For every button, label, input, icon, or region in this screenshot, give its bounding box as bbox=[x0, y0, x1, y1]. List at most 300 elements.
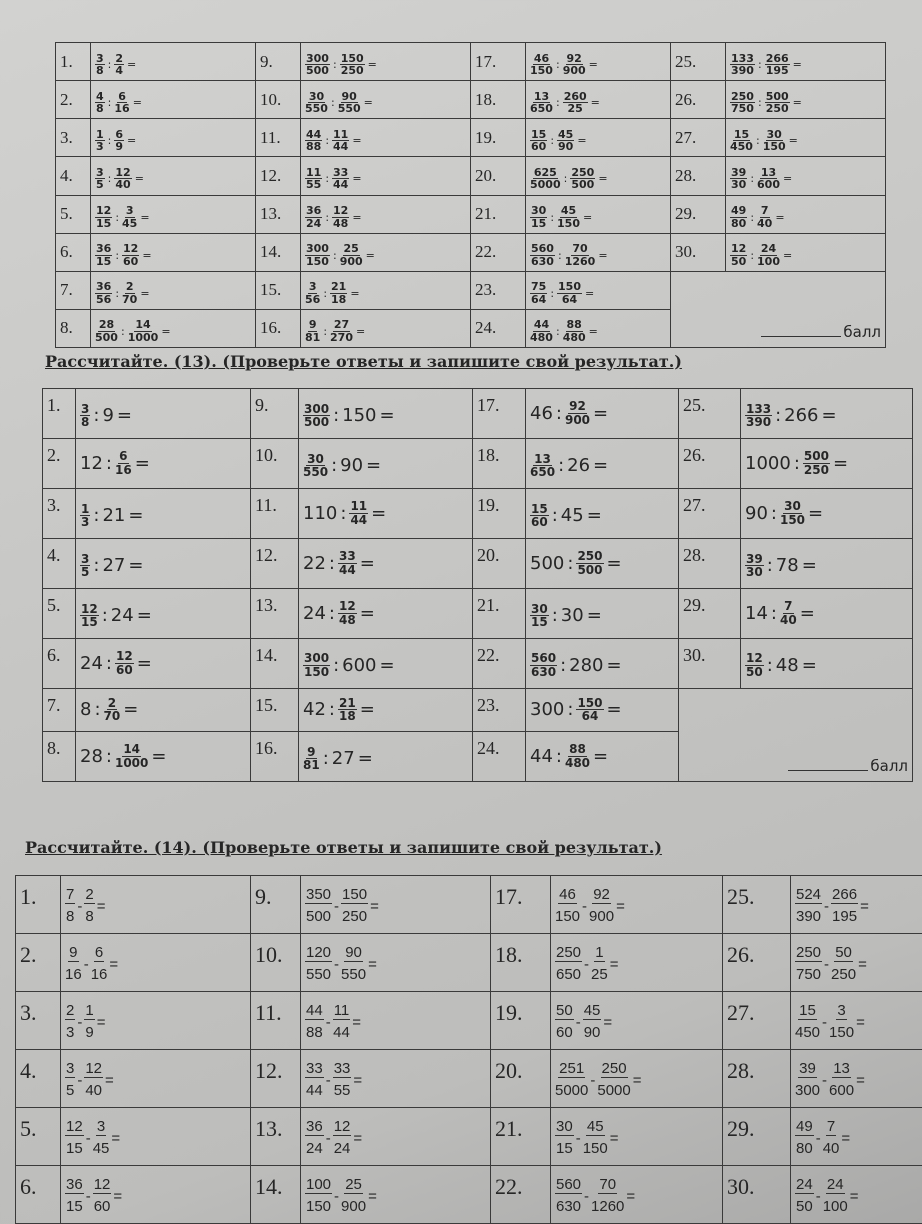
numerator: 133 bbox=[746, 401, 772, 416]
fraction bbox=[95, 319, 118, 343]
fraction bbox=[95, 205, 112, 229]
numerator: 250 bbox=[796, 944, 822, 962]
expression bbox=[795, 1119, 850, 1157]
operator: - bbox=[575, 1013, 581, 1031]
denominator: 15 bbox=[66, 1140, 83, 1157]
numerator: 7 bbox=[760, 204, 769, 218]
problem-number: 19. bbox=[471, 119, 526, 157]
fraction bbox=[823, 1177, 848, 1215]
problem-expression bbox=[526, 488, 679, 538]
denominator: 8 bbox=[96, 64, 104, 78]
problem-expression bbox=[551, 1108, 723, 1166]
expression bbox=[745, 500, 823, 526]
problem-number: 11. bbox=[256, 119, 301, 157]
problem-expression bbox=[299, 538, 473, 588]
numerator: 49 bbox=[796, 1118, 813, 1136]
denominator: 50 bbox=[796, 1198, 813, 1215]
fraction bbox=[557, 205, 580, 229]
problem-number: 18. bbox=[491, 934, 551, 992]
operator: - bbox=[584, 1187, 590, 1205]
operator: : bbox=[322, 748, 329, 770]
denominator: 8 bbox=[96, 102, 104, 116]
numerator: 88 bbox=[569, 742, 586, 757]
equals-sign: = bbox=[111, 1129, 121, 1147]
denominator: 250 bbox=[765, 102, 789, 116]
equals-sign: = bbox=[609, 955, 619, 973]
fraction bbox=[333, 1003, 351, 1041]
numerator: 36 bbox=[306, 1118, 323, 1136]
expression bbox=[795, 1177, 858, 1215]
expression bbox=[530, 550, 622, 576]
numerator: 25 bbox=[343, 242, 359, 256]
expression bbox=[745, 600, 815, 626]
equals-sign: = bbox=[606, 655, 622, 677]
numerator: 15 bbox=[531, 501, 548, 516]
denominator: 900 bbox=[562, 64, 586, 78]
table-row bbox=[43, 389, 913, 439]
operator: : bbox=[325, 210, 330, 224]
operator: : bbox=[793, 452, 800, 474]
denominator: 24 bbox=[306, 1140, 323, 1157]
operator: : bbox=[120, 324, 125, 338]
problem-expression bbox=[301, 43, 471, 81]
expression bbox=[95, 243, 152, 267]
denominator: 70 bbox=[103, 709, 121, 724]
numerator: 30 bbox=[307, 451, 324, 466]
fraction bbox=[91, 945, 108, 983]
operator: : bbox=[550, 134, 555, 148]
operator: : bbox=[333, 405, 340, 427]
integer: 78 bbox=[775, 555, 799, 577]
operator: : bbox=[750, 210, 755, 224]
integer: 266 bbox=[784, 405, 819, 427]
equals-sign: = bbox=[775, 210, 785, 224]
fraction bbox=[530, 319, 553, 343]
numerator: 36 bbox=[96, 280, 112, 294]
fraction bbox=[93, 1119, 110, 1157]
problem-expression bbox=[301, 233, 471, 271]
fraction bbox=[823, 1119, 840, 1157]
equals-sign: = bbox=[370, 897, 379, 915]
problem-expression bbox=[526, 43, 671, 81]
numerator: 3 bbox=[308, 280, 317, 294]
denominator: 150 bbox=[829, 1024, 855, 1041]
fraction bbox=[555, 1119, 574, 1157]
problem-expression bbox=[741, 588, 913, 638]
equals-sign: = bbox=[161, 324, 171, 338]
numerator: 75 bbox=[531, 280, 547, 294]
problem-expression bbox=[91, 119, 256, 157]
fraction bbox=[303, 652, 330, 678]
numerator: 12 bbox=[123, 242, 139, 256]
numerator: 500 bbox=[765, 89, 789, 103]
numerator: 12 bbox=[333, 204, 349, 218]
operator: : bbox=[757, 96, 762, 110]
expression bbox=[303, 652, 395, 678]
numerator: 70 bbox=[572, 242, 588, 256]
integer: 44 bbox=[530, 745, 553, 767]
expression bbox=[730, 129, 798, 153]
operator: : bbox=[328, 602, 335, 624]
fraction bbox=[555, 945, 582, 983]
denominator: 900 bbox=[589, 908, 615, 925]
fraction bbox=[122, 281, 137, 305]
equals-sign: = bbox=[96, 897, 106, 915]
denominator: 450 bbox=[730, 140, 753, 154]
integer: 280 bbox=[569, 655, 604, 677]
operator: : bbox=[107, 58, 112, 72]
expression bbox=[795, 1061, 865, 1099]
denominator: 630 bbox=[556, 1198, 582, 1215]
problem-expression bbox=[301, 1166, 491, 1224]
numerator: 300 bbox=[304, 651, 330, 666]
equals-sign: = bbox=[352, 172, 362, 186]
numerator: 49 bbox=[731, 204, 747, 218]
expression bbox=[730, 53, 802, 77]
problem-expression bbox=[741, 438, 913, 488]
numerator: 33 bbox=[338, 549, 356, 564]
expression bbox=[555, 1119, 618, 1157]
expression bbox=[530, 243, 608, 267]
operator: - bbox=[824, 955, 830, 973]
denominator: 16 bbox=[90, 966, 108, 983]
numerator: 12 bbox=[81, 601, 98, 616]
problem-expression bbox=[526, 81, 671, 119]
numerator: 500 bbox=[803, 449, 829, 464]
numerator: 12 bbox=[66, 1118, 83, 1136]
problem-expression bbox=[299, 731, 473, 781]
operator: : bbox=[94, 699, 101, 721]
problem-number: 29. bbox=[679, 588, 741, 638]
heading-exercise-14: Рассчитайте. (14). (Проверьте ответы и запишите свой результат.) bbox=[25, 838, 662, 857]
exercise-table-14 bbox=[15, 875, 922, 1224]
operator: - bbox=[590, 1071, 596, 1089]
problem-number: 1. bbox=[16, 876, 61, 934]
denominator: 150 bbox=[306, 1198, 332, 1215]
equals-sign: = bbox=[609, 1129, 619, 1147]
numerator: 3 bbox=[66, 1060, 75, 1078]
denominator: 90 bbox=[558, 140, 574, 154]
problem-expression bbox=[526, 195, 671, 233]
problem-expression bbox=[791, 1108, 922, 1166]
problem-expression bbox=[76, 488, 251, 538]
equals-sign: = bbox=[821, 405, 837, 427]
expression bbox=[530, 129, 587, 153]
denominator: 40 bbox=[822, 1140, 840, 1157]
integer: 27 bbox=[331, 748, 355, 770]
numerator: 46 bbox=[559, 886, 576, 904]
problem-number: 22. bbox=[491, 1166, 551, 1224]
numerator: 45 bbox=[586, 1118, 604, 1136]
denominator: 24 bbox=[333, 1140, 351, 1157]
equals-sign: = bbox=[109, 955, 119, 973]
table-row bbox=[43, 638, 913, 688]
problem-number: 27. bbox=[723, 992, 791, 1050]
fraction bbox=[95, 129, 105, 153]
equals-sign: = bbox=[832, 452, 849, 474]
operator: : bbox=[107, 134, 112, 148]
fraction bbox=[765, 91, 790, 115]
denominator: 80 bbox=[731, 216, 747, 230]
equals-sign: = bbox=[606, 552, 622, 574]
problem-expression bbox=[551, 934, 723, 992]
problem-number: 6. bbox=[16, 1166, 61, 1224]
operator: : bbox=[563, 172, 568, 186]
operator: : bbox=[93, 555, 100, 577]
fraction bbox=[305, 1061, 324, 1099]
denominator: 650 bbox=[530, 102, 553, 116]
denominator: 50 bbox=[746, 665, 763, 680]
expression bbox=[303, 550, 375, 576]
equals-sign: = bbox=[593, 455, 609, 477]
table-row bbox=[16, 1166, 922, 1224]
equals-sign: = bbox=[792, 58, 802, 72]
numerator: 33 bbox=[333, 165, 349, 179]
fraction bbox=[338, 600, 357, 626]
expression bbox=[530, 91, 600, 115]
denominator: 5000 bbox=[555, 1082, 589, 1099]
integer: 90 bbox=[340, 455, 364, 477]
expression bbox=[305, 129, 362, 153]
denominator: 390 bbox=[746, 415, 772, 430]
denominator: 100 bbox=[822, 1198, 848, 1215]
problem-number: 20. bbox=[491, 1050, 551, 1108]
fraction bbox=[341, 945, 366, 983]
problem-number: 17. bbox=[491, 876, 551, 934]
equals-sign: = bbox=[140, 286, 150, 300]
problem-expression bbox=[76, 731, 251, 781]
denominator: 650 bbox=[530, 465, 556, 480]
equals-sign: = bbox=[593, 402, 609, 424]
numerator: 12 bbox=[93, 1176, 111, 1194]
exercise-table-12 bbox=[55, 42, 885, 348]
operator: : bbox=[567, 552, 574, 574]
fraction bbox=[591, 945, 608, 983]
operator: : bbox=[105, 745, 112, 767]
table-row bbox=[56, 43, 886, 81]
denominator: 60 bbox=[93, 1198, 111, 1215]
operator: : bbox=[755, 134, 760, 148]
problem-expression bbox=[301, 81, 471, 119]
operator: : bbox=[105, 452, 112, 474]
numerator: 250 bbox=[731, 89, 754, 103]
operator: : bbox=[115, 248, 120, 262]
numerator: 50 bbox=[835, 944, 852, 962]
expression bbox=[745, 403, 837, 429]
numerator: 3 bbox=[837, 1002, 846, 1020]
fraction bbox=[115, 650, 134, 676]
problem-expression bbox=[526, 731, 679, 781]
integer: 48 bbox=[775, 655, 799, 677]
equals-sign: = bbox=[626, 1187, 636, 1205]
operator: : bbox=[323, 324, 328, 338]
problem-expression bbox=[551, 1166, 723, 1224]
denominator: 60 bbox=[556, 1024, 573, 1041]
table-row bbox=[43, 488, 913, 538]
numerator: 4 bbox=[96, 89, 104, 103]
equals-sign: = bbox=[849, 1187, 859, 1205]
operator: : bbox=[757, 58, 762, 72]
denominator: 1000 bbox=[127, 330, 159, 344]
problem-number: 26. bbox=[671, 81, 726, 119]
fraction bbox=[104, 697, 121, 723]
denominator: 270 bbox=[330, 330, 353, 344]
problem-expression bbox=[526, 389, 679, 439]
denominator: 80 bbox=[796, 1140, 813, 1157]
expression bbox=[65, 945, 118, 983]
problem-expression bbox=[726, 157, 886, 195]
fraction bbox=[95, 281, 112, 305]
expression bbox=[305, 53, 377, 77]
fraction bbox=[780, 600, 797, 626]
numerator: 12 bbox=[96, 204, 112, 218]
table-row bbox=[56, 81, 886, 119]
problem-expression bbox=[76, 688, 251, 731]
expression bbox=[730, 91, 802, 115]
expression bbox=[555, 945, 618, 983]
numerator: 15 bbox=[799, 1002, 816, 1020]
problem-number: 5. bbox=[43, 588, 76, 638]
denominator: 550 bbox=[337, 102, 361, 116]
problem-number: 20. bbox=[473, 538, 526, 588]
equals-sign: = bbox=[136, 652, 152, 674]
integer: 24 bbox=[80, 652, 103, 674]
denominator: 44 bbox=[306, 1082, 323, 1099]
fraction bbox=[341, 887, 368, 925]
expression bbox=[795, 887, 869, 925]
equals-sign: = bbox=[783, 172, 793, 186]
fraction bbox=[114, 129, 124, 153]
numerator: 11 bbox=[350, 499, 368, 514]
operator: : bbox=[770, 602, 777, 624]
numerator: 30 bbox=[556, 1118, 573, 1136]
expression bbox=[305, 319, 365, 343]
numerator: 266 bbox=[765, 51, 789, 65]
problem-number: 25. bbox=[723, 876, 791, 934]
denominator: 56 bbox=[305, 292, 321, 306]
denominator: 60 bbox=[115, 662, 133, 677]
fraction bbox=[93, 1177, 112, 1215]
denominator: 64 bbox=[531, 292, 547, 306]
numerator: 45 bbox=[558, 127, 574, 141]
numerator: 39 bbox=[799, 1060, 816, 1078]
problem-number: 13. bbox=[251, 1108, 301, 1166]
denominator: 64 bbox=[561, 292, 578, 306]
numerator: 150 bbox=[577, 695, 603, 710]
denominator: 60 bbox=[531, 140, 547, 154]
numerator: 2 bbox=[115, 51, 124, 65]
operator: : bbox=[775, 405, 782, 427]
denominator: 500 bbox=[304, 415, 330, 430]
operator: : bbox=[107, 96, 112, 110]
numerator: 15 bbox=[531, 127, 547, 141]
table-row bbox=[16, 934, 922, 992]
problem-number: 23. bbox=[473, 688, 526, 731]
equals-sign: = bbox=[359, 699, 375, 721]
expression bbox=[530, 205, 592, 229]
denominator: 3 bbox=[96, 140, 104, 154]
operator: : bbox=[551, 505, 558, 527]
equals-sign: = bbox=[128, 505, 144, 527]
operator: - bbox=[334, 955, 340, 973]
problem-expression bbox=[299, 688, 473, 731]
numerator: 260 bbox=[563, 89, 587, 103]
operator: - bbox=[334, 1187, 340, 1205]
operator: : bbox=[325, 172, 330, 186]
fraction bbox=[305, 91, 328, 115]
problem-expression bbox=[301, 271, 471, 309]
fraction bbox=[303, 453, 328, 479]
numerator: 250 bbox=[571, 165, 595, 179]
equals-sign: = bbox=[379, 655, 395, 677]
equals-sign: = bbox=[127, 58, 137, 72]
numerator: 3 bbox=[81, 551, 90, 566]
equals-sign: = bbox=[96, 1013, 106, 1031]
denominator: 5 bbox=[96, 178, 104, 192]
numerator: 250 bbox=[601, 1060, 627, 1078]
expression bbox=[80, 650, 152, 676]
equals-sign: = bbox=[598, 248, 608, 262]
integer: 12 bbox=[80, 452, 103, 474]
numerator: 30 bbox=[766, 127, 782, 141]
denominator: 25 bbox=[567, 102, 583, 116]
numerator: 12 bbox=[731, 242, 747, 256]
operator: - bbox=[815, 1187, 821, 1205]
denominator: 250 bbox=[340, 64, 364, 78]
problem-expression bbox=[526, 309, 671, 347]
equals-sign: = bbox=[368, 1187, 377, 1205]
numerator: 88 bbox=[566, 318, 582, 332]
operator: : bbox=[331, 455, 338, 477]
fraction bbox=[115, 450, 132, 476]
expression bbox=[305, 281, 360, 305]
equals-sign: = bbox=[841, 1129, 851, 1147]
problem-number: 14. bbox=[251, 638, 299, 688]
numerator: 560 bbox=[556, 1176, 582, 1194]
operator: - bbox=[77, 1013, 83, 1031]
problem-number: 10. bbox=[256, 81, 301, 119]
denominator: 100 bbox=[757, 254, 780, 268]
fraction bbox=[65, 1177, 84, 1215]
problem-number: 24. bbox=[471, 309, 526, 347]
fraction bbox=[305, 945, 332, 983]
denominator: 550 bbox=[305, 102, 328, 116]
problem-expression bbox=[726, 119, 886, 157]
operator: - bbox=[77, 897, 83, 915]
denominator: 45 bbox=[92, 1140, 110, 1157]
denominator: 900 bbox=[341, 1198, 367, 1215]
equals-sign: = bbox=[371, 502, 387, 524]
problem-expression bbox=[76, 538, 251, 588]
fraction bbox=[65, 1119, 84, 1157]
numerator: 90 bbox=[341, 89, 357, 103]
fraction bbox=[305, 129, 322, 153]
problem-number: 29. bbox=[671, 195, 726, 233]
table-row bbox=[16, 876, 922, 934]
problem-number: 21. bbox=[491, 1108, 551, 1166]
denominator: 81 bbox=[305, 330, 321, 344]
problem-number: 13. bbox=[251, 588, 299, 638]
equals-sign: = bbox=[856, 1013, 865, 1031]
expression bbox=[65, 1177, 122, 1215]
numerator: 13 bbox=[533, 89, 550, 103]
problem-number: 2. bbox=[16, 934, 61, 992]
numerator: 36 bbox=[66, 1176, 83, 1194]
numerator: 90 bbox=[345, 944, 362, 962]
numerator: 1 bbox=[595, 944, 604, 962]
numerator: 150 bbox=[342, 886, 368, 904]
fraction bbox=[122, 243, 139, 267]
